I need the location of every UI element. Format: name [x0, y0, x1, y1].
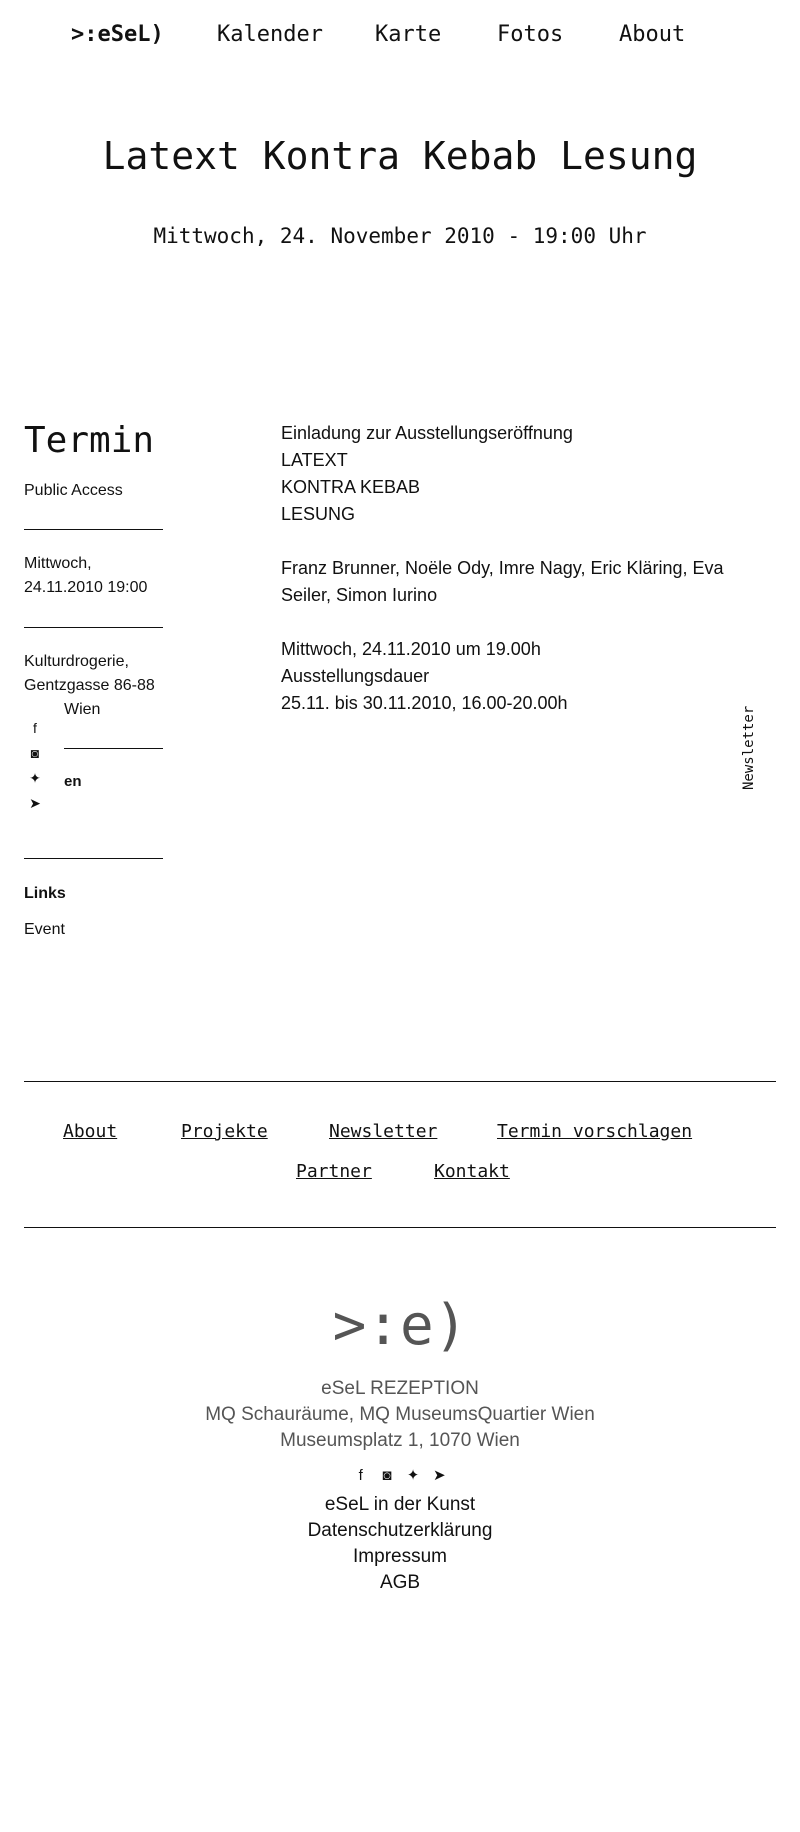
facebook-icon[interactable]: f [33, 720, 37, 736]
links-heading: Links [24, 885, 66, 902]
footer-link-partner[interactable]: Partner [296, 1161, 372, 1182]
title-line: KONTRA KEBAB [281, 477, 421, 497]
title-line: LATEXT [281, 450, 348, 470]
event-date: Mittwoch, 24. November 2010 - 19:00 Uhr [153, 224, 647, 248]
footer-link-impressum[interactable]: Impressum [353, 1546, 447, 1567]
nav-about[interactable]: About [619, 22, 686, 47]
telegram-icon[interactable]: ➤ [432, 1467, 446, 1484]
nav-karte[interactable]: Karte [375, 22, 442, 47]
invite-block [281, 420, 761, 528]
termin-date-time: 24.11.2010 19:00 [24, 579, 148, 596]
venue-city: Wien [64, 701, 101, 718]
footer-link-newsletter[interactable]: Newsletter [329, 1121, 438, 1142]
site-logo[interactable]: >:eSeL) [71, 22, 164, 47]
termin-date-day: Mittwoch, [24, 555, 92, 572]
venue-name: Kulturdrogerie, [24, 653, 129, 670]
divider [24, 858, 163, 859]
footer-divider [24, 1081, 776, 1082]
termin-date [24, 552, 174, 600]
footer-link-kontakt[interactable]: Kontakt [434, 1161, 510, 1182]
termin-heading: Termin [24, 420, 155, 461]
footer-address: Museumsplatz 1, 1070 Wien [280, 1430, 520, 1451]
top-nav [0, 0, 800, 72]
duration-label: Ausstellungsdauer [281, 666, 430, 686]
nav-kalender[interactable]: Kalender [217, 22, 323, 47]
footer-divider [24, 1227, 776, 1228]
opening-time: Mittwoch, 24.11.2010 um 19.00h [281, 639, 541, 659]
newsletter-tab[interactable]: Newsletter [741, 705, 757, 790]
dates-block [281, 636, 761, 717]
divider [24, 529, 163, 530]
event-title: Latext Kontra Kebab Lesung [102, 134, 698, 178]
invite-line: Einladung zur Ausstellungseröffnung [281, 423, 573, 443]
footer-link-termin-vorschlagen[interactable]: Termin vorschlagen [497, 1121, 693, 1142]
telegram-icon[interactable]: ➤ [29, 795, 41, 811]
duration-value: 25.11. bis 30.11.2010, 16.00-20.00h [281, 693, 568, 713]
footer-link-about[interactable]: About [63, 1121, 118, 1142]
facebook-icon[interactable]: f [358, 1467, 363, 1484]
share-icons [24, 720, 46, 820]
twitter-icon[interactable]: ✦ [29, 770, 41, 786]
nav-fotos[interactable]: Fotos [497, 22, 564, 47]
venue-street: Gentzgasse 86-88 [24, 677, 155, 694]
event-description [281, 420, 761, 744]
footer-name: eSeL REZEPTION [321, 1378, 479, 1399]
venue [24, 650, 174, 722]
footer-logo: >:e) [332, 1293, 468, 1358]
divider [64, 748, 163, 749]
footer-link-datenschutz[interactable]: Datenschutzerklärung [307, 1520, 493, 1541]
event-link[interactable]: Event [24, 921, 65, 938]
access-label: Public Access [24, 482, 123, 499]
instagram-icon[interactable]: ◙ [382, 1467, 392, 1484]
artists: Franz Brunner, Noële Ody, Imre Nagy, Eric Kläring, Eva Seiler, Simon Iurino [281, 558, 724, 605]
title-line: LESUNG [281, 504, 356, 524]
footer-link-projekte[interactable]: Projekte [181, 1121, 268, 1142]
twitter-icon[interactable]: ✦ [406, 1467, 420, 1484]
instagram-icon[interactable]: ◙ [30, 745, 40, 761]
footer-location: MQ Schauräume, MQ MuseumsQuartier Wien [205, 1404, 595, 1425]
language-switch[interactable]: en [64, 773, 82, 790]
divider [24, 627, 163, 628]
footer-link-esel-kunst[interactable]: eSeL in der Kunst [324, 1494, 476, 1515]
footer-link-agb[interactable]: AGB [379, 1572, 421, 1593]
footer-social-icons [0, 1466, 800, 1484]
